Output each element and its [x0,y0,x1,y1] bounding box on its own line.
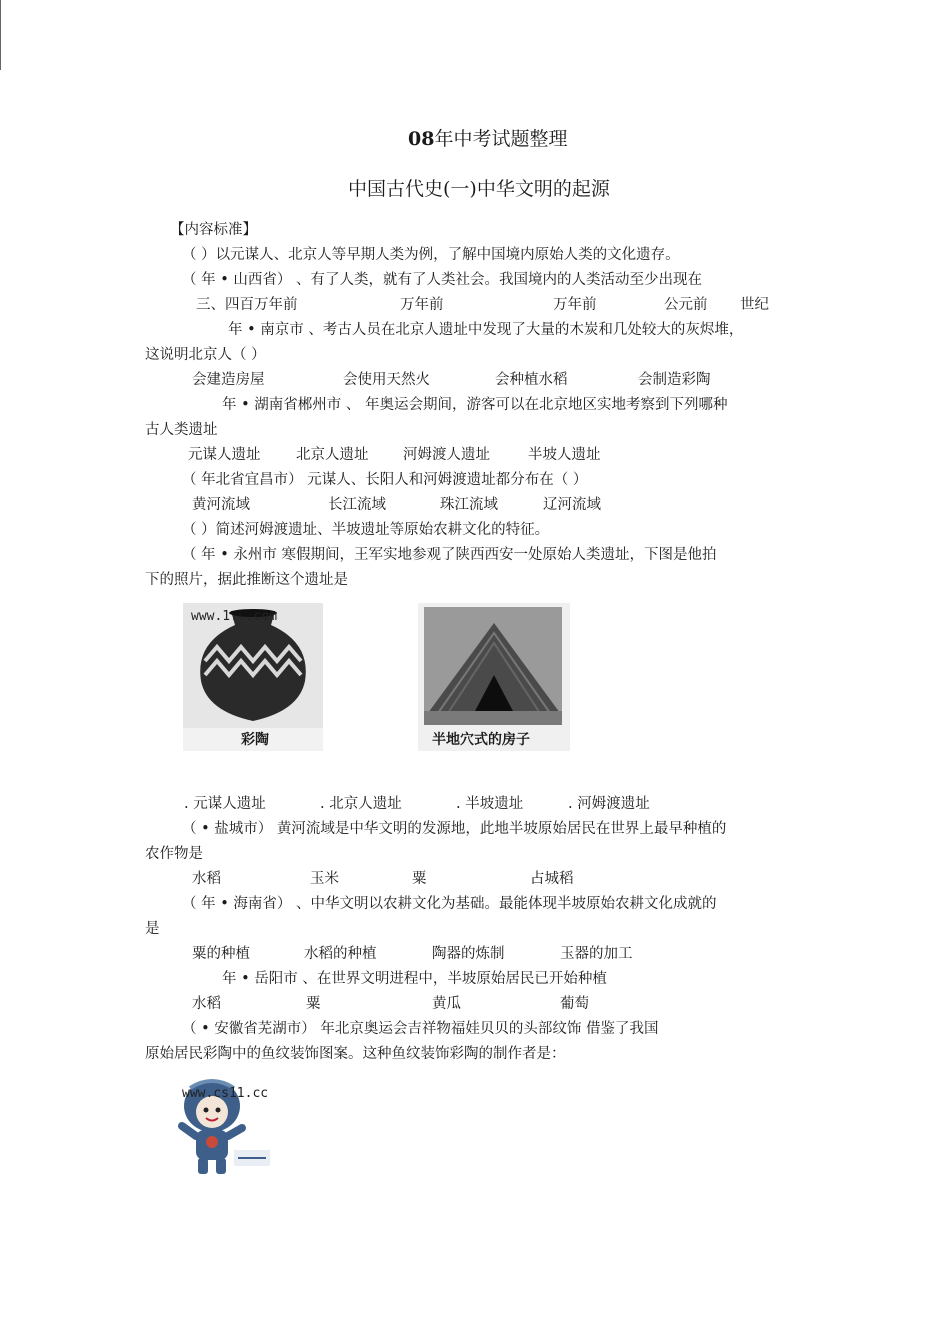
q1-option-b: 万年前 [400,297,444,313]
q2-stem: 年 • 南京市 、考古人员在北京人遗址中发现了大量的木炭和几处较大的灰烬堆， [228,322,744,338]
q5-option-c: . 半坡遗址 [456,796,524,812]
q7-stem: （ 年 • 海南省） 、中华文明以农耕文化为基础。最能体现半坡原始农耕文化成就的 [182,896,717,912]
q9-stem-cont: 原始居民彩陶中的鱼纹装饰图案。这种鱼纹装饰彩陶的制作者是： [145,1046,566,1062]
q3-stem: 年 • 湖南省郴州市 、 年奥运会期间，游客可以在北京地区实地考察到下列哪种 [222,397,728,413]
title-year: 08 [408,128,435,150]
q3-option-b: 北京人遗址 [296,447,369,463]
standard-line-2: （ ）简述河姆渡遗址、半坡遗址等原始农耕文化的特征。 [182,522,550,538]
q5-stem: （ 年 • 永州市 寒假期间，王军实地参观了陕西西安一处原始人类遗址，下图是他拍 [182,547,717,563]
q7-option-a: 粟的种植 [192,946,250,962]
q8-option-b: 粟 [306,996,321,1012]
q6-stem-cont: 农作物是 [145,846,203,862]
q3-option-c: 河姆渡人遗址 [403,447,490,463]
q6-option-b: 玉米 [310,871,339,887]
q7-option-b: 水稻的种植 [304,946,377,962]
q7-option-c: 陶器的炼制 [432,946,505,962]
q4-option-d: 辽河流域 [543,497,601,513]
q5-option-d: . 河姆渡遗址 [568,796,650,812]
q3-option-d: 半坡人遗址 [528,447,601,463]
q4-option-a: 黄河流域 [192,497,250,513]
q6-option-a: 水稻 [192,871,221,887]
page-subtitle: 中国古代史(一)中华文明的起源 [348,178,610,200]
q5-option-a: . 元谋人遗址 [184,796,266,812]
house-photo [418,603,570,751]
q2-option-b: 会使用天然火 [343,372,430,388]
title-rest: 年中考试题整理 [434,128,568,150]
q8-option-a: 水稻 [192,996,221,1012]
page-title [408,124,567,151]
q1-option-c: 万年前 [553,297,597,313]
q1-stem: （ 年 • 山西省） 、有了人类，就有了人类社会。我国境内的人类活动至少出现在 [182,272,702,288]
mascot-beibei-figure [176,1076,286,1178]
q7-stem-cont: 是 [145,921,160,937]
q8-stem: 年 • 岳阳市 、在世界文明进程中，半坡原始居民已开始种植 [222,971,607,987]
watermark-1: www.1...com [191,609,278,624]
house-caption: 半地穴式的房子 [432,732,530,748]
q1-option-a: 三、四百万年前 [196,297,298,313]
q5-stem-cont: 下的照片，据此推断这个遗址是 [145,572,348,588]
q2-option-c: 会种植水稻 [495,372,568,388]
q9-stem: （ • 安徽省芜湖市） 年北京奥运会吉祥物福娃贝贝的头部纹饰 借鉴了我国 [182,1021,659,1037]
q3-stem-cont: 古人类遗址 [145,422,218,438]
q1-option-d: 公元前 [664,297,708,313]
q2-option-a: 会建造房屋 [192,372,265,388]
q7-option-d: 玉器的加工 [560,946,633,962]
q2-option-d: 会制造彩陶 [638,372,711,388]
q4-option-b: 长江流域 [328,497,386,513]
q3-option-a: 元谋人遗址 [188,447,261,463]
q8-option-c: 黄瓜 [432,996,461,1012]
q1-option-e: 世纪 [740,297,769,313]
pottery-caption: 彩陶 [241,732,269,748]
q6-option-d: 占城稻 [530,871,574,887]
section-header: 【内容标准】 [170,222,257,238]
pottery-photo [183,603,323,751]
q4-option-c: 珠江流域 [440,497,498,513]
q2-stem-cont: 这说明北京人（ ） [145,347,266,363]
watermark-2: www.cs11.cc [182,1086,269,1101]
q6-stem: （ • 盐城市） 黄河流域是中华文明的发源地，此地半坡原始居民在世界上最早种植的 [182,821,727,837]
standard-line-1: （ ）以元谋人、北京人等早期人类为例，了解中国境内原始人类的文化遗存。 [182,247,680,263]
page-edge-mark [0,0,4,70]
q6-option-c: 粟 [412,871,427,887]
q4-stem: （ 年北省宜昌市） 元谋人、长阳人和河姆渡遗址都分布在（ ） [182,472,588,488]
q5-option-b: . 北京人遗址 [320,796,402,812]
q8-option-d: 葡萄 [560,996,589,1012]
